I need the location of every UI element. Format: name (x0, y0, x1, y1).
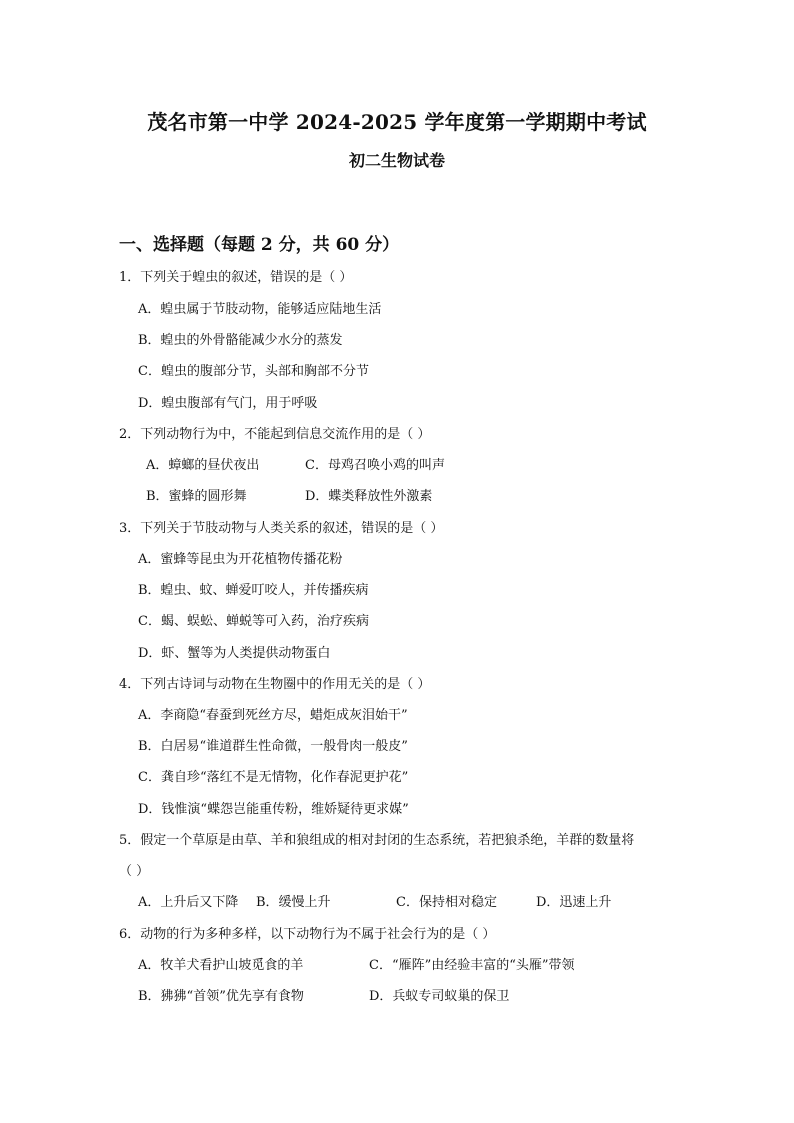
question-1-option-d: D．蝗虫腹部有气门，用于呼吸 (138, 396, 318, 411)
question-3-option-a: A．蜜蜂等昆虫为开花植物传播花粉 (138, 552, 343, 567)
question-4-option-a: A．李商隐“春蚕到死丝方尽，蜡炬成灰泪始干” (138, 708, 408, 723)
question-4-option-b: B．白居易“谁道群生性命微，一般骨肉一般皮” (138, 739, 408, 754)
question-6-option-b: B．狒狒“首领”优先享有食物 (138, 989, 304, 1004)
question-1-stem: 1．下列关于蝗虫的叙述，错误的是（ ） (119, 270, 353, 285)
question-5-option-b: B．缓慢上升 (256, 895, 331, 910)
question-6-stem: 6．动物的行为多种多样，以下动物行为不属于社会行为的是（ ） (119, 927, 496, 942)
question-5-option-a: A．上升后又下降 (138, 895, 239, 910)
question-5-stem: 5．假定一个草原是由草、羊和狼组成的相对封闭的生态系统，若把狼杀绝，羊群的数量将 (119, 833, 635, 848)
question-3-option-b: B．蝗虫、蚊、蝉爱叮咬人，并传播疾病 (138, 583, 369, 598)
question-2-option-b: B．蜜蜂的圆形舞 (146, 489, 247, 504)
question-3-option-c: C．蝎、蜈蚣、蝉蜕等可入药，治疗疾病 (138, 614, 369, 629)
exam-title: 茂名市第一中学 2024-2025 学年度第一学期期中考试 (147, 110, 647, 134)
question-2-stem: 2．下列动物行为中，不能起到信息交流作用的是（ ） (119, 427, 431, 442)
question-1-option-b: B．蝗虫的外骨骼能减少水分的蒸发 (138, 333, 343, 348)
question-4-stem: 4．下列古诗词与动物在生物圈中的作用无关的是（ ） (119, 677, 431, 692)
question-2-option-a: A．蟑螂的昼伏夜出 (146, 458, 260, 473)
question-2-option-c: C．母鸡召唤小鸡的叫声 (305, 458, 445, 473)
question-6-option-d: D．兵蚁专司蚁巢的保卫 (369, 989, 510, 1004)
question-1-option-a: A．蝗虫属于节肢动物，能够适应陆地生活 (138, 302, 382, 317)
section-heading: 一、选择题（每题 2 分，共 60 分） (119, 235, 400, 255)
question-5-options-row (138, 895, 638, 911)
question-4-option-d: D．钱惟演“蝶怨岂能重传粉，维娇疑待更求媒” (138, 802, 409, 817)
question-5-stem-continuation: （ ） (119, 864, 150, 879)
question-3-stem: 3．下列关于节肢动物与人类关系的叙述，错误的是（ ） (119, 521, 444, 536)
question-1-option-c: C．蝗虫的腹部分节，头部和胸部不分节 (138, 364, 369, 379)
question-6-option-c: C．“雁阵”由经验丰富的“头雁”带领 (369, 958, 575, 973)
question-3-option-d: D．虾、蟹等为人类提供动物蛋白 (138, 646, 331, 661)
question-6-option-a: A．牧羊犬看护山坡觅食的羊 (138, 958, 304, 973)
question-5-option-c: C．保持相对稳定 (396, 895, 497, 910)
question-4-option-c: C．龚自珍“落红不是无情物，化作春泥更护花” (138, 770, 409, 785)
exam-subtitle: 初二生物试卷 (348, 151, 445, 170)
question-2-option-d: D．蝶类释放性外激素 (305, 489, 433, 504)
question-5-option-d: D．迅速上升 (536, 895, 612, 910)
